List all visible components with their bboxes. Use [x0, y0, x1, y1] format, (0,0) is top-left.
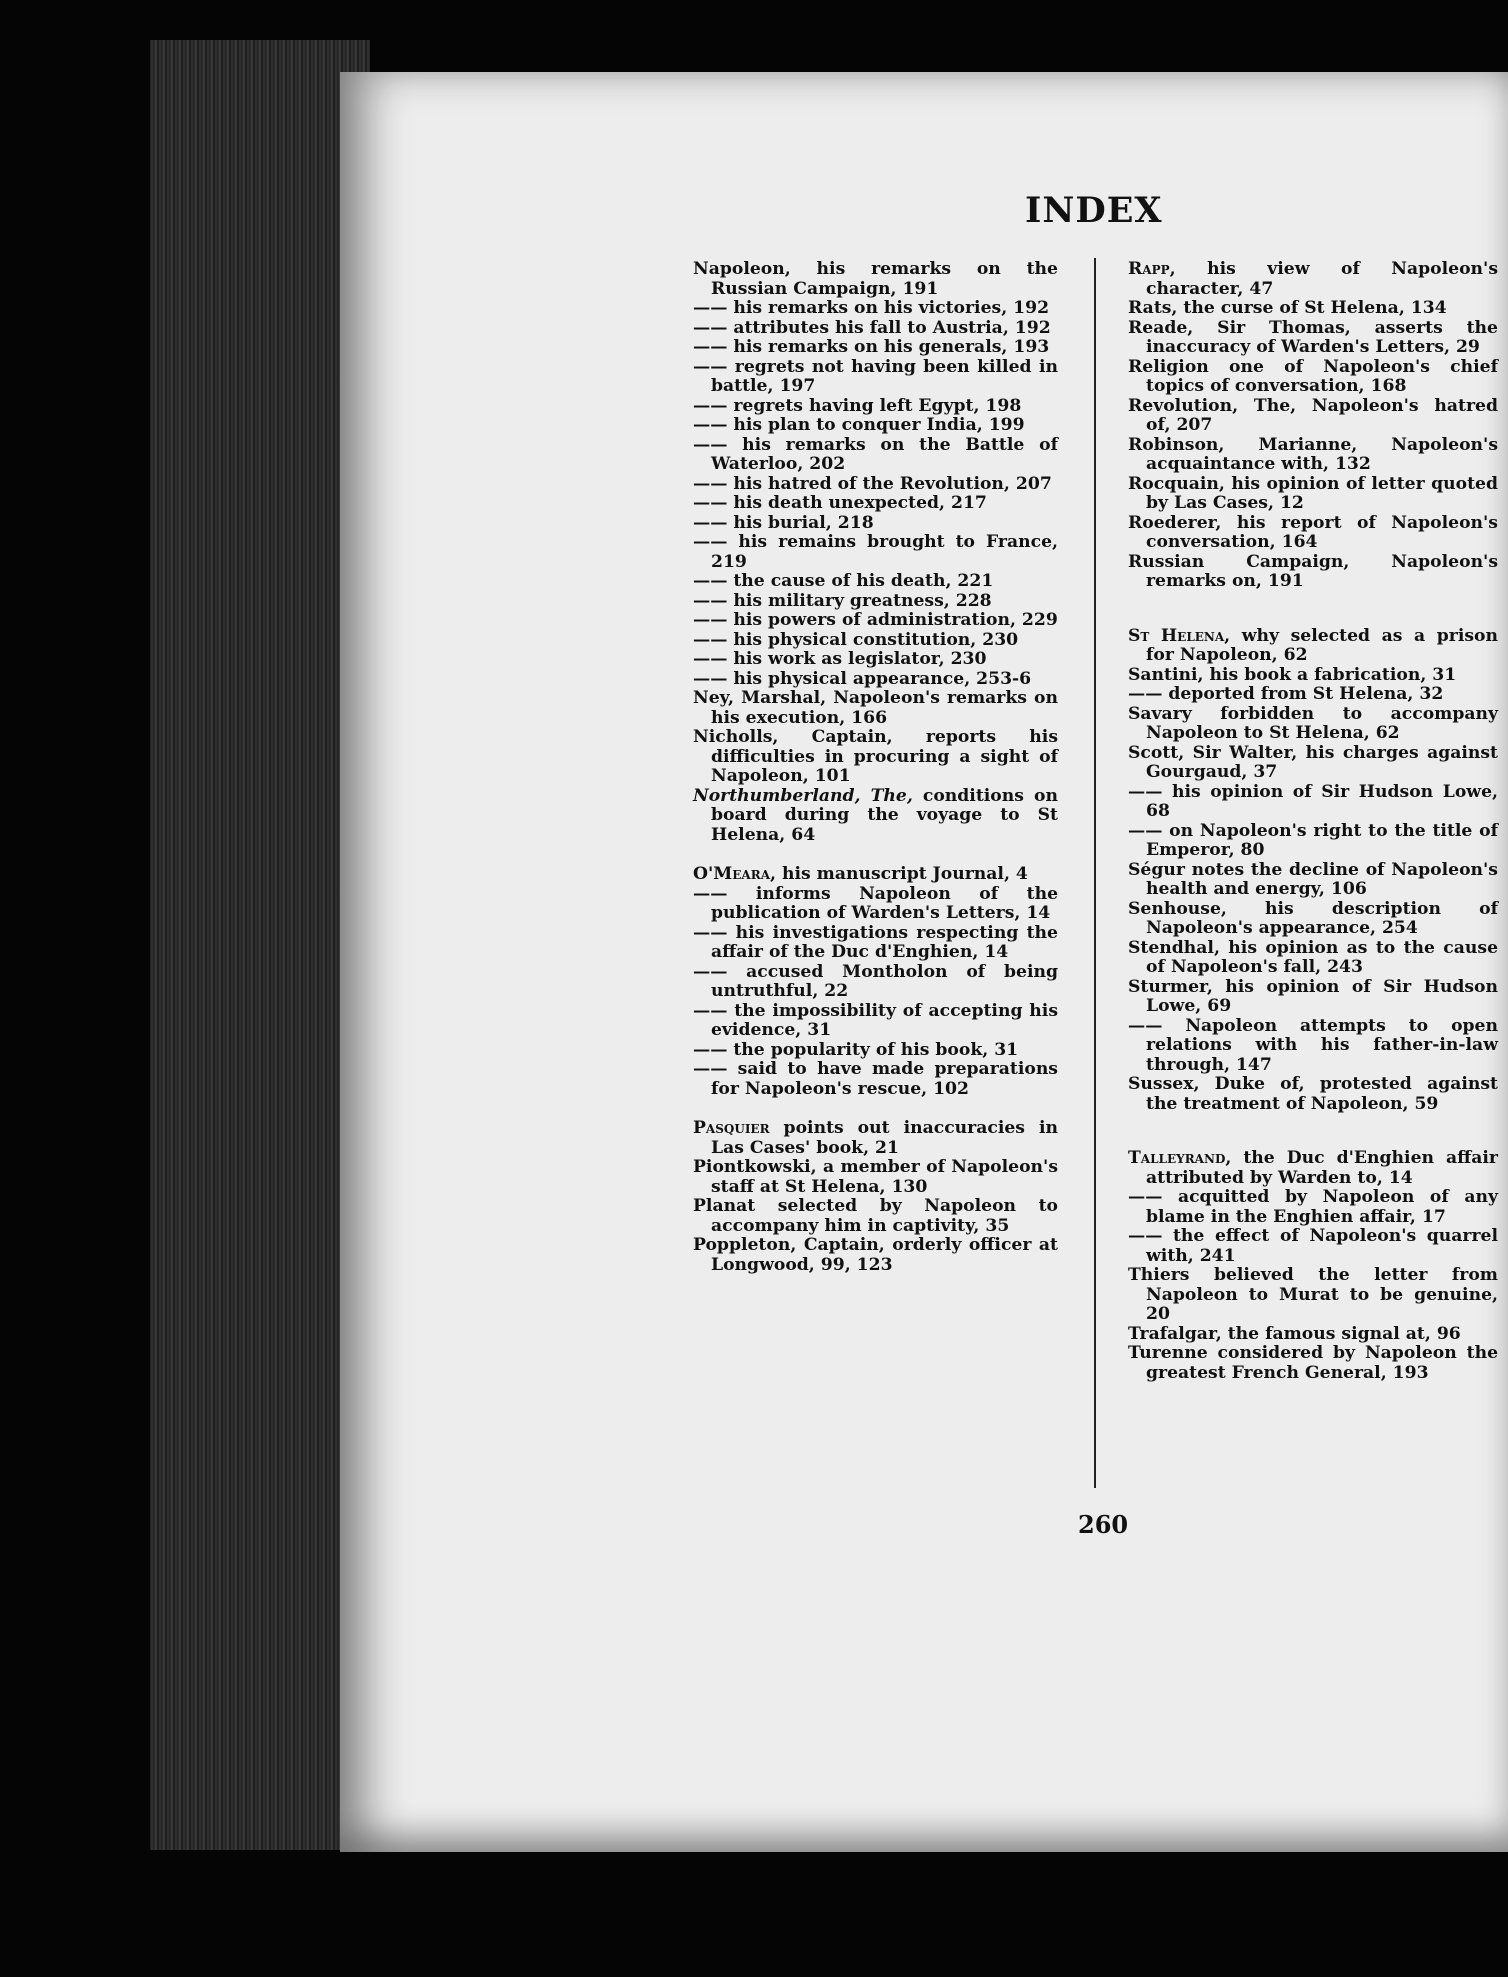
index-entry — [693, 611, 1058, 631]
index-entry-heading: O'Meara, — [693, 864, 776, 884]
index-entry — [1128, 939, 1498, 978]
index-entry-text: Robinson, Marianne, Napoleon's acquaintance with, 132 — [1128, 434, 1498, 474]
index-entry-text: —— attributes his fall to Austria, 192 — [693, 317, 1051, 338]
index-entry — [1128, 861, 1498, 900]
index-entry — [1128, 1188, 1498, 1227]
index-entry-text: —— regrets having left Egypt, 198 — [693, 395, 1022, 416]
index-entry-text: Thiers believed the letter from Napoleon to Murat to be genuine, 20 — [1128, 1265, 1498, 1324]
index-entry — [693, 631, 1058, 651]
index-entry — [693, 475, 1058, 495]
index-entry-text: Religion one of Napoleon's chief topics of conversation, 168 — [1128, 356, 1498, 396]
index-entry-text: —— the popularity of his book, 31 — [693, 1039, 1019, 1060]
index-entry-text: —— his remarks on his generals, 193 — [693, 337, 1050, 357]
index-entry — [1128, 666, 1498, 686]
index-entry — [1128, 900, 1498, 939]
index-entry — [1128, 397, 1498, 436]
index-entry-text: —— his physical constitution, 230 — [693, 629, 1019, 650]
index-entry-text: Rocquain, his opinion of letter quoted by Las Cases, 12 — [1128, 473, 1498, 513]
index-entry — [1128, 1227, 1498, 1266]
index-entry — [693, 416, 1058, 436]
index-entry-text: —— regrets not having been killed in battle, 197 — [693, 356, 1058, 396]
index-entry — [1128, 685, 1498, 705]
index-entry — [693, 397, 1058, 417]
index-entry-text: Russian Campaign, Napoleon's remarks on, 191 — [1128, 551, 1498, 591]
index-entry — [1128, 705, 1498, 744]
index-entry — [693, 670, 1058, 690]
index-entry — [693, 533, 1058, 572]
index-entry-text: Reade, Sir Thomas, asserts the inaccuracy of Warden's Letters, 29 — [1128, 317, 1498, 357]
index-entry-text: —— his work as legislator, 230 — [693, 649, 987, 669]
index-entry-text: Turenne considered by Napoleon the greatest French General, 193 — [1128, 1343, 1498, 1383]
index-entry-text: —— deported from St Helena, 32 — [1128, 684, 1444, 704]
index-entry — [693, 650, 1058, 670]
index-entry — [1128, 783, 1498, 822]
index-entry-text: points out inaccuracies in Las Cases' book, 21 — [711, 1118, 1058, 1158]
index-entry-text: Rats, the curse of St Helena, 134 — [1128, 298, 1447, 318]
index-entry-text: the Duc d'Enghien affair attributed by Warden to, 14 — [1146, 1148, 1498, 1188]
index-entry-text: Revolution, The, Napoleon's hatred of, 207 — [1128, 395, 1498, 435]
index-entry-text: —— his powers of administration, 229 — [693, 610, 1058, 630]
index-entry — [1128, 1017, 1498, 1076]
index-entry-text: —— his investigations respecting the affair of the Duc d'Enghien, 14 — [693, 922, 1058, 962]
index-entry — [693, 1119, 1058, 1158]
index-entry-text: —— his death unexpected, 217 — [693, 493, 987, 513]
index-entry — [693, 865, 1058, 885]
index-entry-text: Roederer, his report of Napoleon's conversation, 164 — [1128, 512, 1498, 552]
index-entry — [1128, 627, 1498, 666]
index-entry — [1128, 744, 1498, 783]
index-column-left — [693, 260, 1058, 1275]
page-title: INDEX — [1025, 190, 1163, 231]
index-entry-heading: Rapp, — [1128, 259, 1176, 279]
page-number: 260 — [1078, 1510, 1129, 1539]
index-entry-text: —— his military greatness, 228 — [693, 590, 992, 611]
column-divider — [1094, 258, 1096, 1488]
index-entry-text: Savary forbidden to accompany Napoleon to St Helena, 62 — [1128, 703, 1498, 743]
index-entry — [693, 1060, 1058, 1099]
index-entry-heading: Talleyrand, — [1128, 1148, 1232, 1168]
index-entry-text: —— his hatred of the Revolution, 207 — [693, 473, 1052, 494]
index-entry-text: —— the effect of Napoleon's quarrel with, 241 — [1128, 1226, 1498, 1266]
index-entry — [693, 1158, 1058, 1197]
index-entry — [693, 572, 1058, 592]
index-entry-text: his manuscript Journal, 4 — [775, 864, 1028, 884]
index-column-right — [1128, 260, 1498, 1383]
index-entry — [693, 1002, 1058, 1041]
index-entry-text: Senhouse, his description of Napoleon's appearance, 254 — [1128, 898, 1498, 938]
index-entry — [693, 689, 1058, 728]
index-entry — [1128, 299, 1498, 319]
index-entry-text: —— the cause of his death, 221 — [693, 571, 994, 591]
index-entry — [693, 1197, 1058, 1236]
index-entry — [693, 514, 1058, 534]
index-entry — [1128, 1344, 1498, 1383]
index-entry — [1128, 319, 1498, 358]
index-entry-text: Ney, Marshal, Napoleon's remarks on his execution, 166 — [693, 688, 1058, 728]
index-entry — [693, 338, 1058, 358]
index-entry-text: Trafalgar, the famous signal at, 96 — [1128, 1323, 1461, 1344]
index-entry — [693, 963, 1058, 1002]
index-entry-text: Napoleon, his remarks on the Russian Campaign, 191 — [693, 259, 1058, 299]
index-entry — [693, 260, 1058, 299]
index-entry-text: Scott, Sir Walter, his charges against Gourgaud, 37 — [1128, 742, 1498, 782]
index-entry — [693, 885, 1058, 924]
index-entry — [1128, 1266, 1498, 1325]
index-entry-text: Poppleton, Captain, orderly officer at Longwood, 99, 123 — [693, 1235, 1058, 1275]
index-entry — [693, 436, 1058, 475]
index-entry-text: —— his remarks on his victories, 192 — [693, 298, 1050, 318]
index-entry-text: —— the impossibility of accepting his evidence, 31 — [693, 1000, 1058, 1040]
scan-border-bottom — [0, 1852, 1508, 1977]
index-entry-text: Stendhal, his opinion as to the cause of Napoleon's fall, 243 — [1128, 937, 1498, 977]
index-entry — [1128, 1075, 1498, 1114]
index-entry-text: —— his burial, 218 — [693, 512, 874, 533]
index-entry — [1128, 978, 1498, 1017]
index-entry-text: —— his remains brought to France, 219 — [693, 532, 1058, 572]
book-page-edges — [150, 40, 370, 1850]
index-entry-text: —— Napoleon attempts to open relations with his father-in-law through, 147 — [1128, 1015, 1498, 1075]
index-entry-text: —— acquitted by Napoleon of any blame in the Enghien affair, 17 — [1128, 1187, 1498, 1227]
index-entry — [1128, 553, 1498, 592]
index-entry-text: —— on Napoleon's right to the title of Emperor, 80 — [1128, 820, 1498, 860]
index-entry-heading: Northumberland, The, — [693, 785, 913, 806]
index-entry-text: Santini, his book a fabrication, 31 — [1128, 664, 1457, 685]
index-entry — [1128, 358, 1498, 397]
index-entry — [1128, 514, 1498, 553]
index-entry-text: —— his remarks on the Battle of Waterloo, 202 — [693, 434, 1058, 474]
index-entry — [693, 319, 1058, 339]
index-entry — [693, 924, 1058, 963]
index-entry-text: —— accused Montholon of being untruthful, 22 — [693, 961, 1058, 1001]
index-entry-text: Nicholls, Captain, reports his difficulties in procuring a sight of Napoleon, 101 — [693, 727, 1058, 786]
index-entry-heading: Pasquier — [693, 1118, 770, 1138]
index-entry-text: his view of Napoleon's character, 47 — [1146, 259, 1498, 299]
index-entry — [693, 1236, 1058, 1275]
index-entry-text: —— said to have made preparations for Napoleon's rescue, 102 — [693, 1059, 1058, 1099]
index-entry-text: conditions on board during the voyage to St Helena, 64 — [711, 785, 1058, 845]
index-entry-text: —— his physical appearance, 253-6 — [693, 668, 1032, 689]
index-entry-text: —— his opinion of Sir Hudson Lowe, 68 — [1128, 781, 1498, 821]
index-entry — [693, 358, 1058, 397]
index-entry — [693, 1041, 1058, 1061]
index-entry-text: Planat selected by Napoleon to accompany him in captivity, 35 — [693, 1196, 1058, 1236]
index-entry-text: —— his plan to conquer India, 199 — [693, 415, 1025, 435]
index-entry — [1128, 260, 1498, 299]
index-entry — [693, 728, 1058, 787]
index-entry — [1128, 822, 1498, 861]
index-entry-text: —— informs Napoleon of the publication of Warden's Letters, 14 — [693, 883, 1058, 923]
index-entry — [1128, 1149, 1498, 1188]
index-entry — [693, 592, 1058, 612]
index-entry-text: why selected as a prison for Napoleon, 62 — [1146, 625, 1498, 665]
index-entry — [693, 299, 1058, 319]
index-entry — [1128, 475, 1498, 514]
index-entry-text: Ségur notes the decline of Napoleon's health and energy, 106 — [1128, 859, 1498, 899]
index-entry-text: Sturmer, his opinion of Sir Hudson Lowe, 69 — [1128, 976, 1498, 1016]
index-entry-text: Sussex, Duke of, protested against the treatment of Napoleon, 59 — [1128, 1074, 1498, 1114]
index-entry — [693, 787, 1058, 846]
index-entry — [1128, 1325, 1498, 1345]
index-entry — [693, 494, 1058, 514]
index-entry-text: Piontkowski, a member of Napoleon's staff at St Helena, 130 — [693, 1157, 1058, 1197]
index-entry — [1128, 436, 1498, 475]
index-entry-heading: St Helena, — [1128, 625, 1231, 646]
